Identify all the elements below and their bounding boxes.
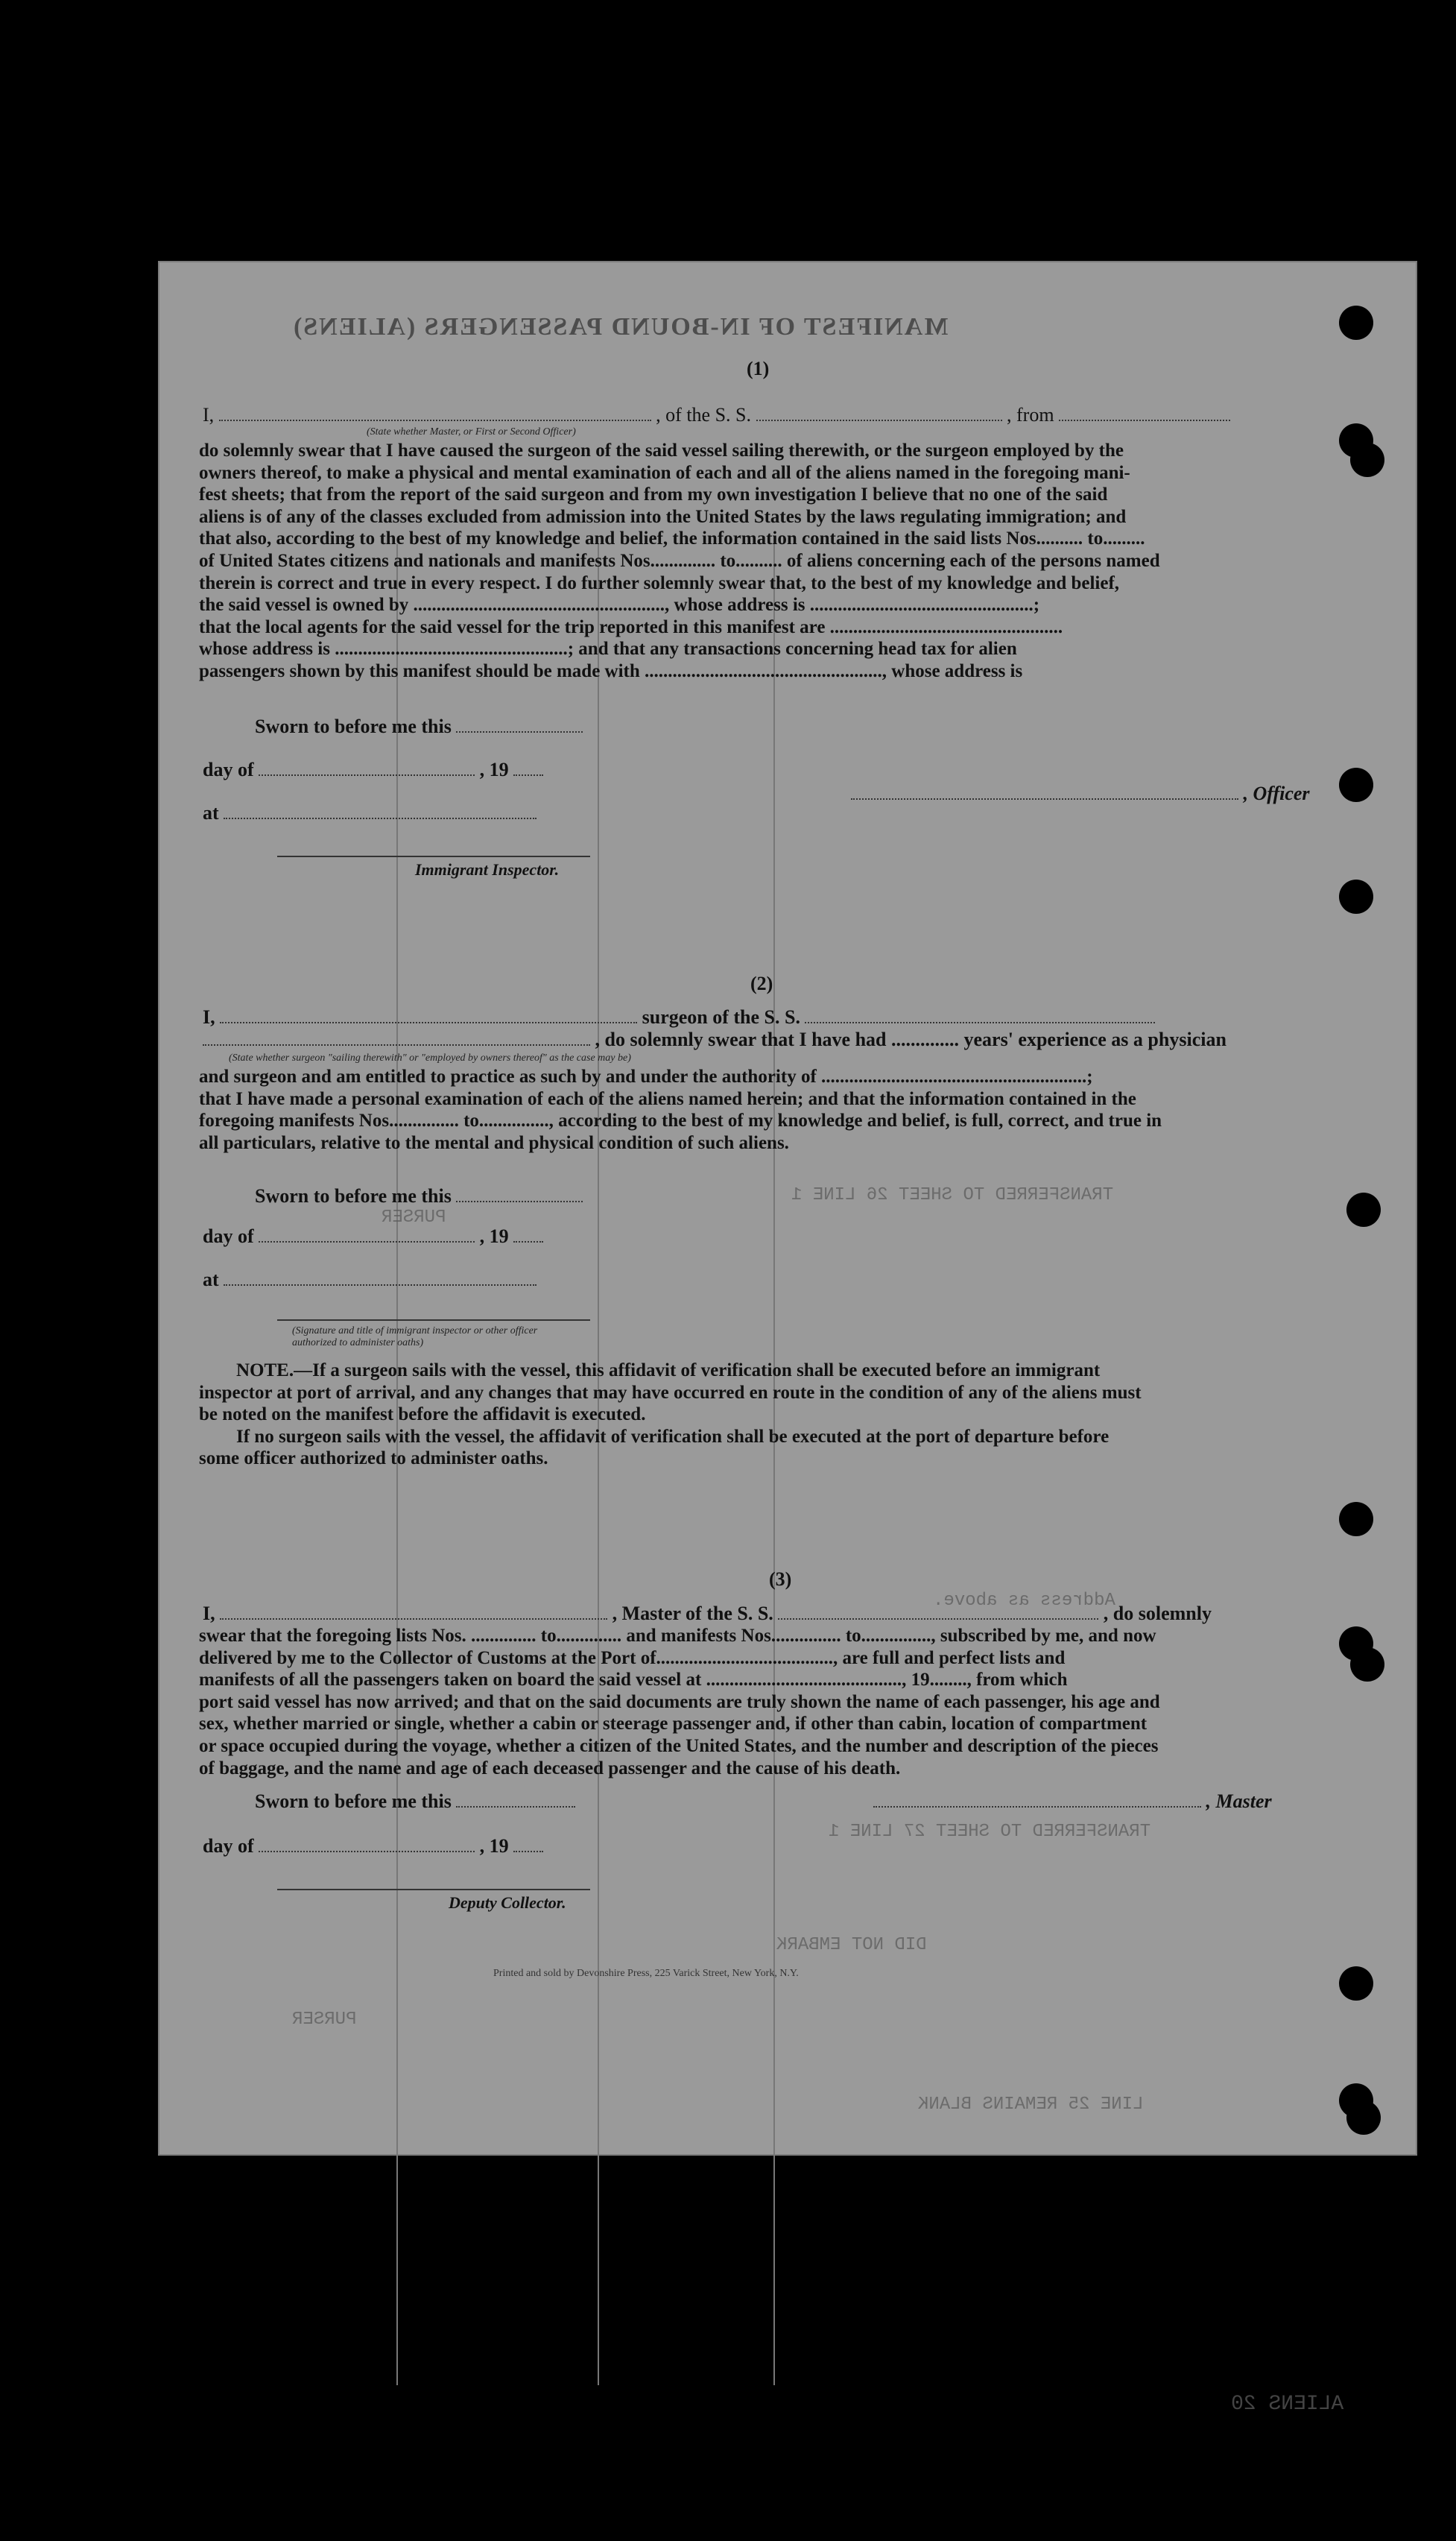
body-line: that I have made a personal examination of each of the aliens named herein; and that the information contained in the xyxy=(199,1088,1136,1109)
affidavit-body xyxy=(199,440,1384,683)
text: , 19 xyxy=(479,759,509,780)
text: day of xyxy=(203,1835,254,1857)
at-line xyxy=(203,802,1373,824)
note-line: some officer authorized to administer oaths. xyxy=(199,1448,548,1469)
body-line: foregoing manifests Nos............... to..............., according to the best of my knowledge and belief, is full, correct, and true in xyxy=(199,1111,1162,1131)
ghost-text: LINE 25 REMAINS BLANK xyxy=(918,2095,1144,2115)
text: , Master xyxy=(1206,1790,1272,1812)
ghost-text: PURSER xyxy=(382,1208,446,1228)
text: , Master of the S. S. xyxy=(612,1603,773,1624)
text: surgeon of the S. S. xyxy=(642,1006,800,1028)
day-line xyxy=(203,1225,1373,1248)
body-line: delivered by me to the Collector of Customs at the Port of......................................, are full and perfect lists and xyxy=(199,1647,1066,1668)
collector-caption: Deputy Collector. xyxy=(449,1893,566,1912)
punch-hole xyxy=(1339,306,1373,340)
body-line: or space occupied during the voyage, whether a citizen of the United States, and the number and description of the pieces xyxy=(199,1735,1159,1756)
sworn-line xyxy=(255,716,1373,738)
body-line: fest sheets; that from the report of the said surgeon and from my own investigation I believe that no one of the said xyxy=(199,484,1108,505)
text: , from xyxy=(1007,404,1054,426)
body-line: owners thereof, to make a physical and mental examination of each and all of the aliens named in the foregoing mani- xyxy=(199,462,1130,483)
body-line: aliens is of any of the classes excluded from admission into the United States by the laws regulating immigration; and xyxy=(199,506,1127,527)
text: at xyxy=(203,802,219,824)
note-line: be noted on the manifest before the affidavit is executed. xyxy=(199,1404,646,1425)
punch-hole xyxy=(1339,1502,1373,1536)
note-line: inspector at port of arrival, and any changes that may have occurred en route in the condition of any of the aliens must xyxy=(199,1382,1142,1403)
body-line: and surgeon and am entitled to practice as such by and under the authority of .........................................................; xyxy=(199,1067,1093,1087)
ghost-text: DID NOT EMBARK xyxy=(776,1935,927,1955)
section-number: (1) xyxy=(747,358,770,379)
note-paragraph xyxy=(199,1360,1384,1470)
signature-rule xyxy=(277,856,590,857)
signature-rule xyxy=(277,1889,590,1890)
text: Sworn to before me this xyxy=(255,716,452,737)
text: Sworn to before me this xyxy=(255,1790,452,1812)
body-line: of baggage, and the name and age of each deceased passenger and the cause of his death. xyxy=(199,1758,901,1778)
manifest-page xyxy=(158,261,1417,2416)
text: day of xyxy=(203,759,254,780)
day-line xyxy=(203,1835,1373,1857)
day-line xyxy=(203,759,1373,781)
text: I, xyxy=(203,1006,215,1028)
body-line: of United States citizens and nationals and manifests Nos.............. to.......... of aliens concerning each of the persons named xyxy=(199,550,1160,571)
body-line: swear that the foregoing lists Nos. .............. to.............. and manifests Nos............... to..............., subscribed by me, and now xyxy=(199,1626,1156,1646)
body-line: port said vessel has now arrived; and that on the said documents are truly shown the name of each passenger, his age and xyxy=(199,1691,1160,1712)
body-line: manifests of all the passengers taken on board the said vessel at .........................................., 19........, from which xyxy=(199,1670,1068,1691)
body-line: sex, whether married or single, whether a cabin or steerage passenger and, if other than cabin, location of compartment xyxy=(199,1714,1148,1734)
affidavit-master-line xyxy=(203,404,1373,426)
body-line: the said vessel is owned by ......................................................, whose address is ................................................; xyxy=(199,595,1040,616)
ghost-aliens-count: ALIENS 20 xyxy=(1231,2393,1344,2416)
field-note: (State whether Master, or First or Second Officer) xyxy=(367,426,576,438)
punch-hole xyxy=(1346,2100,1381,2135)
surgeon-body xyxy=(199,1066,1384,1154)
body-line: therein is correct and true in every respect. I do further solemnly swear that, to the best of my knowledge and belief, xyxy=(199,572,1120,593)
field-note: (State whether surgeon "sailing therewith" or "employed by owners thereof" as the case may be) xyxy=(229,1052,631,1064)
surgeon-line xyxy=(203,1006,1373,1029)
section-number: (3) xyxy=(769,1568,792,1590)
body-line: all particulars, relative to the mental and physical condition of such aliens. xyxy=(199,1132,789,1153)
punch-hole xyxy=(1339,880,1373,914)
text: , 19 xyxy=(479,1225,509,1247)
body-line: whose address is ..................................................; and that any transactions concerning head tax for alien xyxy=(199,639,1017,660)
signature-note: (Signature and title of immigrant inspector or other officer authorized to administer oaths) xyxy=(292,1325,538,1348)
ghost-text: TRANSFERRED TO SHEET 27 LINE 1 xyxy=(829,1822,1151,1842)
at-line xyxy=(203,1269,1373,1291)
text: , Officer xyxy=(1243,783,1310,804)
surgeon-experience-line xyxy=(203,1029,1373,1051)
text: day of xyxy=(203,1225,254,1247)
master-body xyxy=(199,1625,1384,1779)
text: , of the S. S. xyxy=(656,404,752,426)
note-line: If no surgeon sails with the vessel, the affidavit of verification shall be executed at the port of departure before xyxy=(236,1426,1110,1447)
text: at xyxy=(203,1269,219,1290)
signature-rule xyxy=(277,1319,590,1321)
master-line xyxy=(203,1603,1373,1625)
printer-credit: Printed and sold by Devonshire Press, 225 Varick Street, New York, N.Y. xyxy=(493,1968,799,1979)
text: I, xyxy=(203,404,215,426)
text: , do solemnly xyxy=(1103,1603,1212,1624)
body-line: that the local agents for the said vessel for the trip reported in this manifest are .................................................. xyxy=(199,616,1063,637)
ghost-text: PURSER xyxy=(292,2010,357,2030)
note-line: NOTE.—If a surgeon sails with the vessel, this affidavit of verification shall be executed before an immigrant xyxy=(236,1360,1101,1380)
punch-hole xyxy=(1339,1966,1373,2001)
section-number: (2) xyxy=(750,973,773,994)
sworn-line xyxy=(255,1790,1373,1813)
ghost-header-title: MANIFEST OF IN-BOUND PASSENGERS (ALIENS) xyxy=(292,313,949,341)
body-line: passengers shown by this manifest should be made with ..................................................., whose address is xyxy=(199,660,1023,681)
text: I, xyxy=(203,1603,215,1624)
body-line: do solemnly swear that I have caused the surgeon of the said vessel sailing therewith, or the surgeon employed by the xyxy=(199,441,1124,461)
text: , 19 xyxy=(479,1835,509,1857)
inspector-caption: Immigrant Inspector. xyxy=(415,860,560,879)
body-line: that also, according to the best of my knowledge and belief, the information contained in the said lists Nos.......... to......... xyxy=(199,528,1145,549)
text: , do solemnly swear that I have had .............. years' experience as a physician xyxy=(595,1029,1226,1050)
text: Sworn to before me this xyxy=(255,1185,452,1207)
ghost-text: TRANSFERRED TO SHEET 26 LINE 1 xyxy=(791,1185,1114,1205)
ghost-text: Address as above. xyxy=(933,1591,1115,1611)
